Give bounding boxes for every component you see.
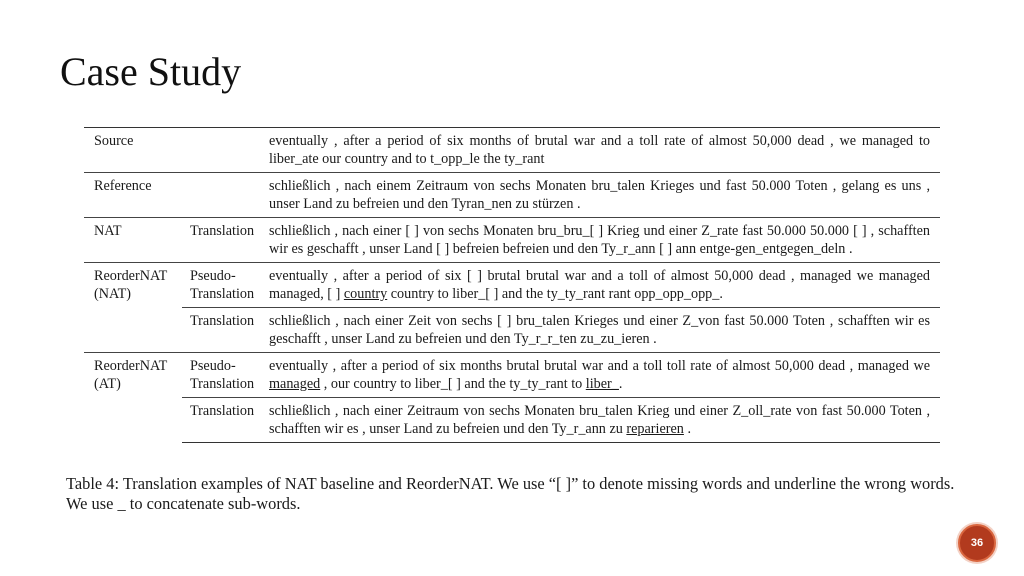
text-segment: , our country to liber_[ ] and the ty_ty_rant to	[320, 376, 586, 392]
row-type-empty	[182, 173, 262, 218]
label-line: (AT)	[94, 376, 121, 392]
reordernat-at-pseudo-text	[262, 353, 940, 398]
slide-title: Case Study	[60, 49, 242, 94]
table-row-reordernat-at-translation	[84, 398, 940, 443]
wrong-word-underlined: managed	[269, 376, 321, 392]
type-line: Translation	[190, 286, 255, 302]
type-line: Translation	[190, 376, 255, 392]
nat-translation-text: schließlich , nach einer [ ] von sechs Monaten bru_bru_[ ] Krieg und einer Z_rate fast 50.000 50.000 [ ] , schafften wir es geschafft , unser Land [ ] befreien befreien und den Ty_r_ann [ ] ann entge-gen_entgegen_deln .	[262, 218, 940, 263]
reordernat-nat-pseudo-text	[262, 263, 940, 308]
label-line: ReorderNAT	[94, 268, 168, 284]
row-type-pseudo-translation	[182, 263, 262, 308]
row-type-nat-translation: Translation	[182, 218, 262, 263]
translation-examples-table	[84, 127, 940, 443]
reordernat-at-translation-text	[262, 398, 940, 443]
wrong-word-underlined: reparieren	[626, 421, 684, 437]
table-row-reordernat-nat-pseudo	[84, 263, 940, 308]
row-type-translation: Translation	[182, 308, 262, 353]
row-label-reordernat-nat	[84, 263, 182, 353]
text-segment: schließlich , nach einer Zeitraum von sechs Monaten bru_talen Krieg und einer Z_oll_rate von fast 50.000 Toten , schafften wir es , unser Land zu befreien und den Ty_r_ann zu	[269, 403, 930, 437]
table-row-reordernat-nat-translation	[84, 308, 940, 353]
label-line: ReorderNAT	[94, 358, 168, 374]
row-label-reordernat-at	[84, 353, 182, 443]
source-text: eventually , after a period of six months of brutal war and a toll rate of almost 50,000 dead , we managed to liber_ate our country and to t_opp_le the ty_rant	[262, 128, 940, 173]
text-segment: eventually , after a period of six months brutal brutal war and a toll toll rate of almost 50,000 dead , managed we	[269, 358, 930, 374]
table-row-reference	[84, 173, 940, 218]
text-segment: country to liber_[ ] and the ty_ty_rant rant opp_opp_opp_.	[387, 286, 723, 302]
text-segment: eventually , after a period of six [ ] brutal brutal war and a toll of almost 50,000 dead , managed we managed managed, [ ]	[269, 268, 930, 302]
table-row-source	[84, 128, 940, 173]
page-number: 36	[970, 537, 984, 549]
row-label-source: Source	[84, 128, 182, 173]
table-row-reordernat-at-pseudo	[84, 353, 940, 398]
table-row-nat	[84, 218, 940, 263]
type-line: Pseudo-	[190, 358, 236, 374]
row-label-nat: NAT	[84, 218, 182, 263]
wrong-word-underlined: country	[343, 286, 388, 302]
row-label-reference: Reference	[84, 173, 182, 218]
text-segment: .	[618, 376, 623, 392]
row-type-empty	[182, 128, 262, 173]
reference-text: schließlich , nach einem Zeitraum von sechs Monaten bru_talen Krieges und fast 50.000 Toten , gelang es uns , unser Land zu befreien und den Tyran_nen zu stürzen .	[262, 173, 940, 218]
row-type-translation: Translation	[182, 398, 262, 443]
wrong-word-underlined: liber_	[585, 376, 619, 392]
row-type-pseudo-translation	[182, 353, 262, 398]
type-line: Pseudo-	[190, 268, 236, 284]
text-segment: .	[683, 421, 691, 437]
reordernat-nat-translation-text: schließlich , nach einer Zeit von sechs [ ] bru_talen Krieges und einer Z_von fast 50.000 Toten , schafften wir es geschafft , unser Land zu befreien und den Ty_r_r_ten zu_zu_ieren .	[262, 308, 940, 353]
label-line: (NAT)	[94, 286, 132, 302]
page-number-badge	[958, 524, 996, 562]
table-caption: Table 4: Translation examples of NAT baseline and ReorderNAT. We use “[ ]” to denote missing words and underline the wrong words. We use _ to concatenate sub-words.	[66, 474, 955, 513]
